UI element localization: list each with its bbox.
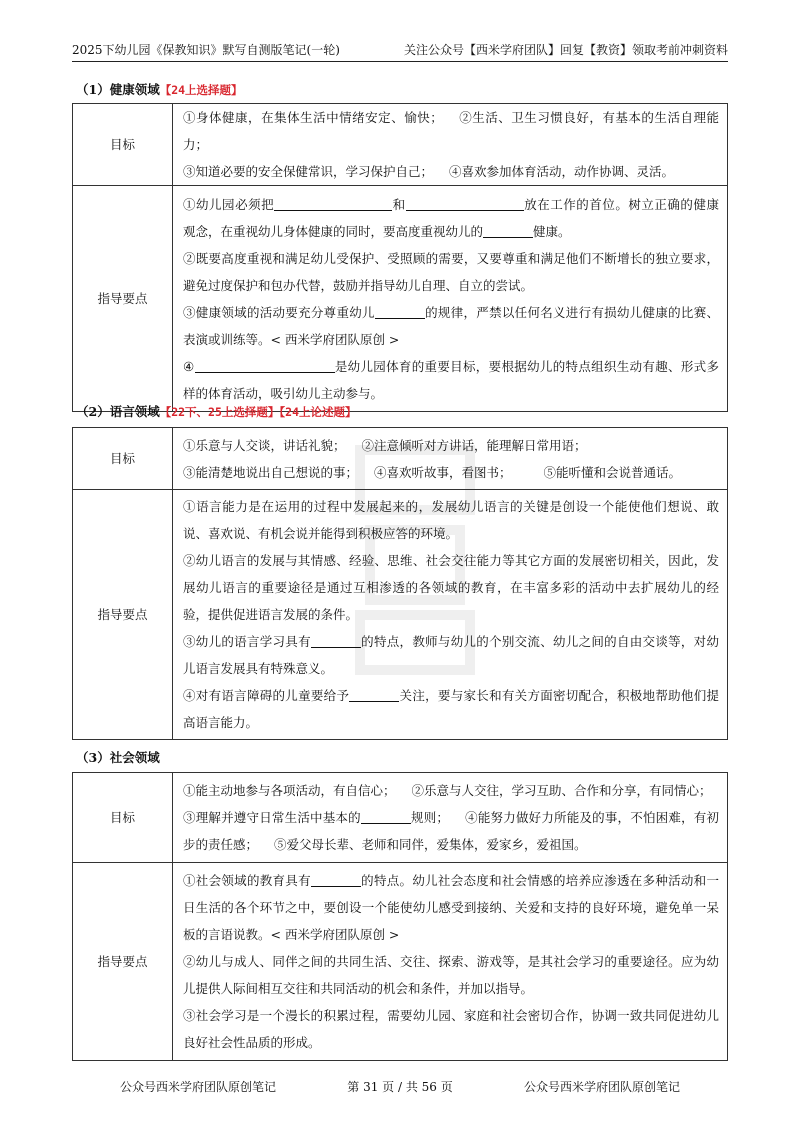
header-right-notice: 关注公众号【西米学府团队】回复【教资】领取考前冲刺资料 <box>403 43 728 57</box>
fill-blank[interactable] <box>375 303 425 319</box>
health-table <box>72 103 728 412</box>
fill-blank[interactable] <box>311 871 361 887</box>
header-left-title: 2025下幼儿园《保教知识》默写自测版笔记(一轮) <box>72 43 340 57</box>
language-table <box>72 427 728 740</box>
health-goal-label: 目标 <box>73 104 173 186</box>
fill-blank[interactable] <box>361 808 411 824</box>
fill-blank[interactable] <box>349 686 399 702</box>
fill-blank[interactable] <box>406 195 524 211</box>
fill-blank[interactable] <box>195 357 335 373</box>
social-table <box>72 772 728 1061</box>
fill-blank[interactable] <box>311 632 361 648</box>
language-guide-label: 指导要点 <box>73 490 173 740</box>
social-goal-content: ①能主动地参与各项活动，有自信心； ②乐意与人交往，学习互助、合作和分享，有同情心； ③理解并遵守日常生活中基本的 规则； ④能努力做好力所能及的事，不怕困难，有初步的责任感； ⑤爱父母长辈、老师和同伴，爱集体，爱家乡，爱祖国。 <box>173 773 728 863</box>
language-goal-label: 目标 <box>73 428 173 490</box>
social-guide-content: ①社会领域的教育具有 的特点。幼儿社会态度和社会情感的培养应渗透在多种活动和一日生活的各个环节之中，要创设一个能使幼儿感受到接纳、关爱和支持的良好环境，避免单一呆板的言语说教。< 西米学府团队原创 > ②幼儿与成人、同伴之间的共同生活、交往、探索、游戏等，是其社会学习的重要途径。应为幼儿提供人际间相互交往和共同活动的机会和条件，并加以指导。 ③社会学习是一个漫长的积累过程，需要幼儿园、家庭和社会密切合作，协调一致共同促进幼儿良好社会性品质的形成。 <box>173 863 728 1061</box>
health-goal-content: ①身体健康，在集体生活中情绪安定、愉快； ②生活、卫生习惯良好，有基本的生活自理能力； ③知道必要的安全保健常识，学习保护自己； ④喜欢参加体育活动，动作协调、灵活。 <box>173 104 728 186</box>
health-guide-content: ①幼儿园必须把 和 放在工作的首位。树立正确的健康观念，在重视幼儿身体健康的同时，要高度重视幼儿的 健康。 ②既要高度重视和满足幼儿受保护、受照顾的需要，又要尊重和满足他们不断增长的独立要求，避免过度保护和包办代替，鼓励并指导幼儿自理、自立的尝试。 ③健康领域的活动要充分尊重幼儿 的规律，严禁以任何名义进行有损幼儿健康的比赛、表演或训练等。< 西米学府团队原创 > ④ 是幼儿园体育的重要目标，要根据幼儿的特点组织生动有趣、形式多样的体育活动，吸引幼儿主动参与。 <box>173 186 728 412</box>
fill-blank[interactable] <box>483 222 533 238</box>
section-social-title: （3）社会领域 <box>76 750 160 765</box>
section-language-title: （2）语言领域【22下、25上选择题】【24上论述题】 <box>76 404 357 419</box>
social-guide-label: 指导要点 <box>73 863 173 1061</box>
footer-left: 公众号西米学府团队原创笔记 <box>120 1080 277 1094</box>
footer-right: 公众号西米学府团队原创笔记 <box>523 1080 680 1094</box>
page-number: 第 31 页 / 共 56 页 <box>347 1080 453 1094</box>
health-guide-label: 指导要点 <box>73 186 173 412</box>
language-guide-content: ①语言能力是在运用的过程中发展起来的，发展幼儿语言的关键是创设一个能使他们想说、敢说、喜欢说、有机会说并能得到积极应答的环境。 ②幼儿语言的发展与其情感、经验、思维、社会交往能力等其它方面的发展密切相关，因此，发展幼儿语言的重要途径是通过互相渗透的各领域的教育，在丰富多彩的活动中去扩展幼儿的经验，提供促进语言发展的条件。 ③幼儿的语言学习具有 的特点，教师与幼儿的个别交流、幼儿之间的自由交谈等，对幼儿语言发展具有特殊意义。 ④对有语言障碍的儿童要给予 关注，要与家长和有关方面密切配合，积极地帮助他们提高语言能力。 <box>173 490 728 740</box>
page-footer <box>120 1078 680 1095</box>
social-goal-label: 目标 <box>73 773 173 863</box>
fill-blank[interactable] <box>274 195 392 211</box>
page-header <box>72 38 728 62</box>
language-goal-content: ①乐意与人交谈，讲话礼貌； ②注意倾听对方讲话，能理解日常用语； ③能清楚地说出自己想说的事； ④喜欢听故事，看图书； ⑤能听懂和会说普通话。 <box>173 428 728 490</box>
section-health-title: （1）健康领域【24上选择题】 <box>76 82 243 97</box>
